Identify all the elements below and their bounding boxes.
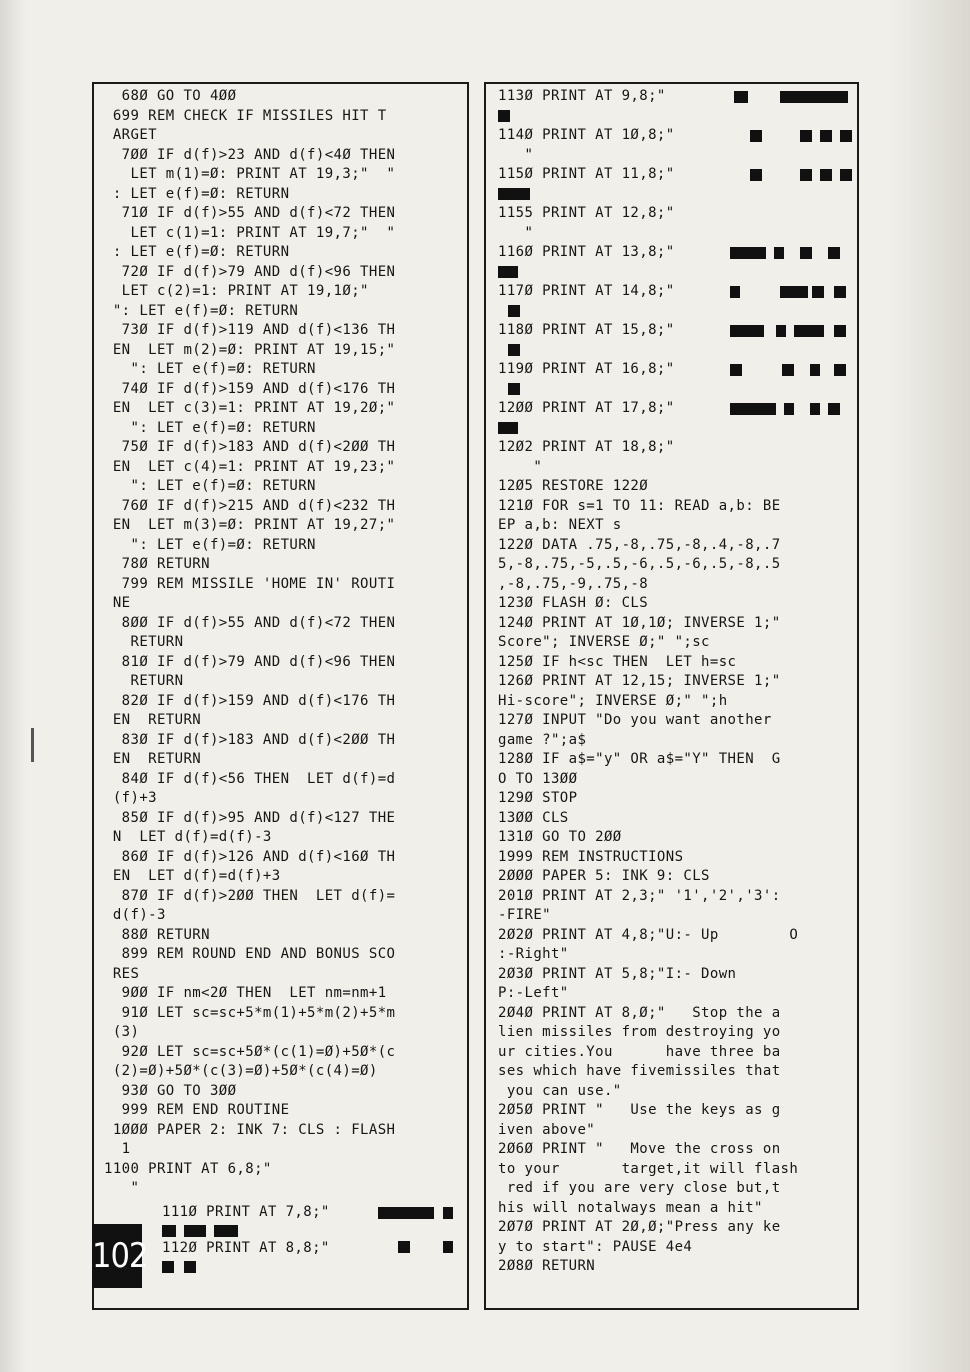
code-line: 127Ø INPUT "Do you want another (498, 712, 772, 728)
udg-graphic-block (498, 422, 518, 434)
code-line: game ?";a$ (498, 731, 587, 748)
code-line: 113Ø PRINT AT 9,8;" (498, 88, 666, 104)
udg-graphic-block (508, 344, 520, 356)
udg-graphic-block (776, 325, 786, 337)
udg-graphic-block (782, 364, 794, 376)
code-line: O TO 13ØØ (498, 770, 578, 787)
code-line: EP a,b: NEXT s (498, 517, 622, 533)
code-line: 201Ø PRINT AT 2,3;" '1','2','3': (498, 887, 781, 904)
print-row (498, 87, 849, 126)
page-spine (0, 0, 26, 1372)
print-row (498, 243, 849, 282)
print-row (498, 204, 849, 243)
code-line: 7ØØ IF d(f)>23 AND d(f)<4Ø THEN (104, 146, 396, 163)
code-line: " (498, 224, 534, 241)
code-line: N LET d(f)=d(f)-3 (104, 829, 272, 845)
print-row (498, 321, 849, 360)
code-line: 123Ø FLASH Ø: CLS (498, 595, 649, 611)
code-line: d(f)-3 (104, 907, 166, 923)
code-line: 117Ø PRINT AT 14,8;" (498, 283, 675, 299)
code-line: his will notalways mean a hit" (498, 1199, 763, 1216)
code-line: ": LET e(f)=Ø: RETURN (104, 478, 316, 494)
udg-graphic-block (810, 364, 820, 376)
code-line: 129Ø STOP (498, 790, 578, 806)
code-line: 92Ø LET sc=sc+5Ø*(c(1)=Ø)+5Ø*(c (104, 1043, 396, 1060)
code-line: 93Ø GO TO 3ØØ (104, 1082, 237, 1099)
udg-graphic-block (784, 403, 794, 415)
code-line: 2Ø4Ø PRINT AT 8,Ø;" Stop the a (498, 1004, 781, 1021)
code-line: 71Ø IF d(f)>55 AND d(f)<72 THEN (104, 205, 396, 221)
listing-column-left (92, 82, 469, 1310)
code-line: 9ØØ IF nm<2Ø THEN LET nm=nm+1 (104, 985, 387, 1001)
code-line: P:-Left" (498, 985, 569, 1001)
print-row (498, 399, 849, 438)
udg-graphic-block (730, 403, 776, 415)
udg-graphic-block (508, 305, 520, 317)
code-line: : LET e(f)=Ø: RETURN (104, 185, 290, 202)
udg-graphic-block (498, 266, 518, 278)
udg-graphic-block (800, 169, 812, 181)
udg-graphic-block (816, 91, 848, 103)
code-line: 131Ø GO TO 2ØØ (498, 829, 622, 845)
code-line: 74Ø IF d(f)>159 AND d(f)<176 TH (104, 380, 396, 397)
code-line: 2Ø7Ø PRINT AT 2Ø,Ø;"Press any ke (498, 1219, 781, 1235)
udg-graphic-block (800, 130, 812, 142)
code-line: LET m(1)=Ø: PRINT AT 19,3;" " (104, 166, 396, 182)
page-number: 102 (92, 1224, 142, 1288)
code-line: 121Ø FOR s=1 TO 11: READ a,b: BE (498, 497, 781, 514)
udg-graphic-block (800, 247, 812, 259)
code-line: 12ØØ PRINT AT 17,8;" (498, 400, 675, 416)
code-line: 128Ø IF a$="y" OR a$="Y" THEN G (498, 751, 781, 767)
code-line: 68Ø GO TO 4ØØ (104, 88, 237, 104)
udg-graphic-block (214, 1225, 238, 1237)
code-line: 91Ø LET sc=sc+5*m(1)+5*m(2)+5*m (104, 1004, 396, 1021)
code-line: 1 (104, 1141, 131, 1157)
code-line: " (498, 146, 534, 163)
udg-graphic-block (498, 188, 530, 200)
udg-graphic-block (443, 1241, 453, 1253)
code-line: EN LET c(4)=1: PRINT AT 19,23;" (104, 458, 396, 475)
code-line: -FIRE" (498, 907, 551, 923)
code-line: RETURN (104, 673, 184, 689)
udg-graphic-block (750, 130, 762, 142)
udg-graphic-block (820, 169, 832, 181)
udg-graphic-block (812, 286, 824, 298)
code-line: 699 REM CHECK IF MISSILES HIT T (104, 107, 387, 124)
code-line: 13ØØ CLS (498, 809, 569, 826)
code-line: : LET e(f)=Ø: RETURN (104, 244, 290, 260)
udg-graphic-block (498, 110, 510, 122)
code-line: 126Ø PRINT AT 12,15; INVERSE 1;" (498, 673, 781, 689)
code-line: ": LET e(f)=Ø: RETURN (104, 302, 299, 319)
udg-graphic-block (840, 130, 852, 142)
code-line: EN LET c(3)=1: PRINT AT 19,2Ø;" (104, 400, 396, 416)
udg-graphic-block (780, 286, 808, 298)
code-line: 8ØØ IF d(f)>55 AND d(f)<72 THEN (104, 614, 396, 631)
code-line: to your target,it will flash (498, 1160, 799, 1177)
code-line: 116Ø PRINT AT 13,8;" (498, 244, 675, 260)
code-line: 125Ø IF h<sc THEN LET h=sc (498, 653, 737, 670)
binding-mark (31, 728, 34, 762)
udg-graphic-block (443, 1207, 453, 1219)
code-line: ses which have fivemissiles that (498, 1063, 781, 1079)
code-line: 2ØØØ PAPER 5: INK 9: CLS (498, 868, 710, 884)
code-line: 112Ø PRINT AT 8,8;" (162, 1239, 330, 1256)
code-line: ": LET e(f)=Ø: RETURN (104, 536, 316, 553)
code-line: 73Ø IF d(f)>119 AND d(f)<136 TH (104, 322, 396, 338)
code-line: 119Ø PRINT AT 16,8;" (498, 361, 675, 377)
code-line: y to start": PAUSE 4e4 (498, 1238, 693, 1255)
code-line: 118Ø PRINT AT 15,8;" (498, 322, 675, 338)
code-line: EN RETURN (104, 751, 202, 767)
code-line: 82Ø IF d(f)>159 AND d(f)<176 TH (104, 692, 396, 709)
code-line: EN LET d(f)=d(f)+3 (104, 868, 281, 884)
udg-graphic-block (828, 247, 840, 259)
sprite-print-lines (104, 1199, 459, 1281)
udg-graphic-block (780, 91, 816, 103)
listing-column-right (484, 82, 859, 1310)
print-row (498, 438, 849, 477)
code-line: 12Ø5 RESTORE 122Ø (498, 478, 649, 494)
code-line: 5,-8,.75,-5,.5,-6,.5,-6,.5,-8,.5 (498, 556, 781, 572)
code-line: lien missiles from destroying yo (498, 1024, 781, 1040)
udg-graphic-block (398, 1241, 410, 1253)
code-line: 2Ø5Ø PRINT " Use the keys as g (498, 1102, 781, 1118)
udg-graphic-block (730, 286, 740, 298)
code-line: LET c(1)=1: PRINT AT 19,7;" " (104, 224, 396, 241)
udg-graphic-block (834, 364, 846, 376)
code-line: 1155 PRINT AT 12,8;" (498, 205, 675, 221)
code-line: " (498, 458, 543, 475)
udg-graphic-block (730, 325, 764, 337)
udg-graphic-block (834, 325, 846, 337)
code-line: you can use." (498, 1082, 622, 1099)
code-line: 75Ø IF d(f)>183 AND d(f)<2ØØ TH (104, 439, 396, 455)
code-line: 2Ø2Ø PRINT AT 4,8;"U:- Up O (498, 926, 799, 943)
code-line: 1100 PRINT AT 6,8;" (104, 1160, 272, 1177)
code-line: (3) (104, 1024, 140, 1040)
code-line: red if you are very close but,t (498, 1180, 781, 1196)
udg-graphic-block (750, 169, 762, 181)
code-line: 899 REM ROUND END AND BONUS SCO (104, 946, 396, 962)
code-line: 1999 REM INSTRUCTIONS (498, 848, 684, 865)
code-line: Score"; INVERSE Ø;" ";sc (498, 634, 710, 650)
code-line: LET c(2)=1: PRINT AT 19,1Ø;" (104, 283, 369, 299)
code-line: 124Ø PRINT AT 1Ø,1Ø; INVERSE 1;" (498, 614, 781, 631)
udg-graphic-block (730, 247, 766, 259)
code-line: 88Ø RETURN (104, 926, 210, 943)
udg-graphic-block (840, 169, 852, 181)
code-line: 2Ø3Ø PRINT AT 5,8;"I:- Down (498, 965, 737, 982)
udg-graphic-block (162, 1225, 176, 1237)
code-line: ": LET e(f)=Ø: RETURN (104, 361, 316, 377)
code-line: RETURN (104, 634, 184, 650)
udg-graphic-block (734, 91, 748, 103)
udg-graphic-block (184, 1261, 196, 1273)
code-line: 83Ø IF d(f)>183 AND d(f)<2ØØ TH (104, 731, 396, 748)
code-line: 86Ø IF d(f)>126 AND d(f)<16Ø TH (104, 848, 396, 865)
udg-graphic-block (834, 286, 846, 298)
print-row (498, 126, 849, 165)
code-line: :-Right" (498, 946, 569, 962)
code-line: 72Ø IF d(f)>79 AND d(f)<96 THEN (104, 263, 396, 280)
code-line: ": LET e(f)=Ø: RETURN (104, 419, 316, 436)
code-line: ARGET (104, 127, 157, 143)
print-row (498, 165, 849, 204)
code-line: 87Ø IF d(f)>2ØØ THEN LET d(f)= (104, 887, 396, 904)
code-line: EN LET m(3)=Ø: PRINT AT 19,27;" (104, 517, 396, 533)
code-line: 84Ø IF d(f)<56 THEN LET d(f)=d (104, 770, 396, 787)
udg-graphic-block (794, 325, 824, 337)
udg-graphic-block (162, 1261, 174, 1273)
udg-graphic-block (730, 364, 742, 376)
print-row (498, 282, 849, 321)
code-line: RES (104, 965, 140, 982)
code-line: (f)+3 (104, 790, 157, 806)
print-row (498, 360, 849, 399)
code-line: 85Ø IF d(f)>95 AND d(f)<127 THE (104, 809, 396, 826)
code-line: iven above" (498, 1121, 596, 1138)
udg-graphic-block (820, 130, 832, 142)
code-line: (2)=Ø)+5Ø*(c(3)=Ø)+5Ø*(c(4)=Ø) (104, 1063, 378, 1079)
code-line: ur cities.You have three ba (498, 1043, 781, 1060)
code-line: 81Ø IF d(f)>79 AND d(f)<96 THEN (104, 653, 396, 670)
code-line: 76Ø IF d(f)>215 AND d(f)<232 TH (104, 497, 396, 514)
code-line: ,-8,.75,-9,.75,-8 (498, 575, 649, 592)
code-line: EN LET m(2)=Ø: PRINT AT 19,15;" (104, 341, 396, 358)
page-edge-shadow (890, 0, 970, 1372)
code-line: NE (104, 595, 131, 611)
code-line: 799 REM MISSILE 'HOME IN' ROUTI (104, 575, 396, 592)
udg-graphic-block (828, 403, 840, 415)
udg-graphic-block (508, 383, 520, 395)
code-line: 2Ø6Ø PRINT " Move the cross on (498, 1141, 781, 1157)
code-line: " (104, 1180, 140, 1196)
code-line: 1ØØØ PAPER 2: INK 7: CLS : FLASH (104, 1121, 396, 1138)
code-line: 2Ø8Ø RETURN (498, 1258, 596, 1274)
code-line: EN RETURN (104, 712, 202, 728)
code-line: 999 REM END ROUTINE (104, 1102, 290, 1118)
code-line: Hi-score"; INVERSE Ø;" ";h (498, 692, 728, 709)
code-line: 12Ø2 PRINT AT 18,8;" (498, 439, 675, 455)
udg-graphic-block (184, 1225, 206, 1237)
code-line: 114Ø PRINT AT 1Ø,8;" (498, 127, 675, 143)
udg-graphic-block (774, 247, 784, 259)
code-line: 115Ø PRINT AT 11,8;" (498, 166, 675, 182)
udg-graphic-block (810, 403, 820, 415)
code-line: 122Ø DATA .75,-8,.75,-8,.4,-8,.7 (498, 536, 781, 553)
code-line: 78Ø RETURN (104, 556, 210, 572)
code-line: 111Ø PRINT AT 7,8;" (162, 1203, 330, 1220)
udg-graphic-block (378, 1207, 434, 1219)
